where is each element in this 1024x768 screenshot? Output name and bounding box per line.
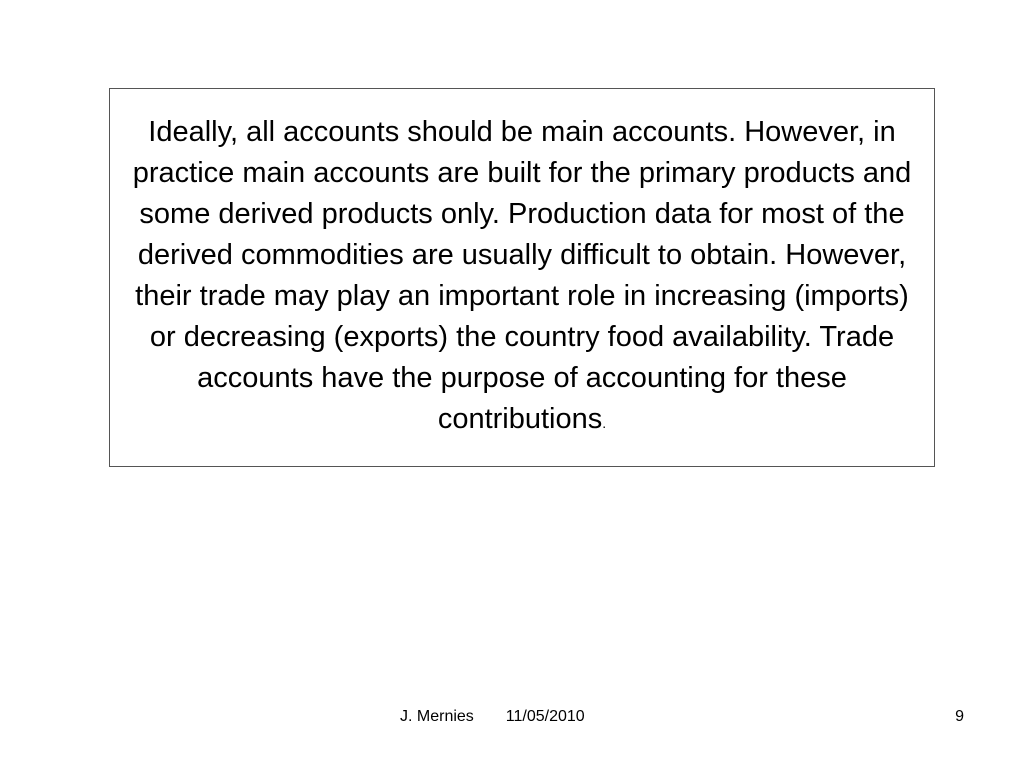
- footer-date: 11/05/2010: [505, 708, 585, 725]
- page-number: 9: [955, 708, 964, 725]
- footer-author: J. Mernies: [400, 708, 474, 725]
- text-box: [109, 88, 935, 467]
- footer-info: [400, 708, 585, 726]
- body-text-end: .: [602, 414, 607, 431]
- body-text: Ideally, all accounts should be main accounts. However, in practice main accounts are built for the primary products and some derived products only. Production data for most of the derived commodities are usually difficult to obtain. However, their trade may play an important role in increasing (imports) or decreasing (exports) the country food availability. Trade accounts have the purpose of accounting for these contributions: [132, 115, 912, 435]
- body-paragraph: [122, 112, 922, 444]
